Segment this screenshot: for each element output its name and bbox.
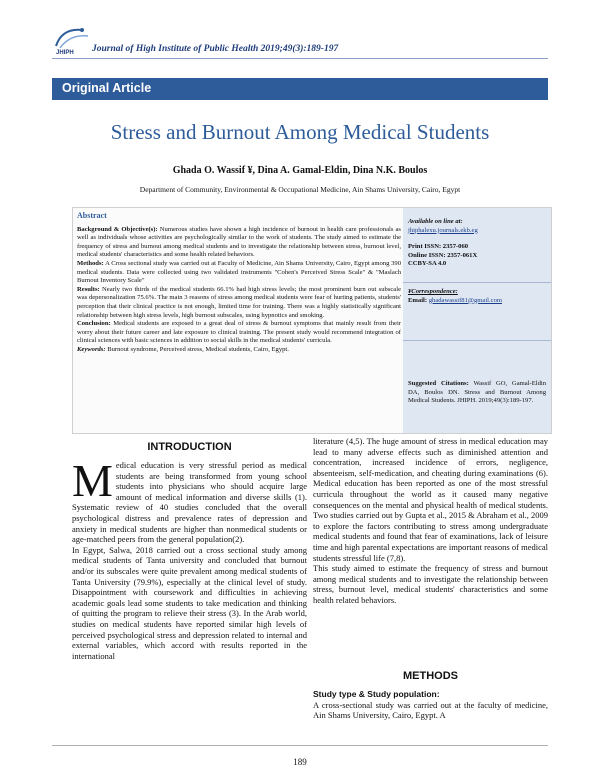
sidebar-divider (403, 282, 551, 283)
background-text: Numerous studies have shown a high incidence of burnout in health care professionals as well as individuals whose activities are psychologically similar to the work of students. The study aimed to estimate the frequency of stress and burnout among medical students and to investigate the relationship between stress, burnout level, medical students' characteristics and some health related behaviors. (77, 225, 402, 259)
intro-paragraph-1 (72, 455, 307, 545)
section-bar (52, 78, 548, 100)
methods-label: Methods: (77, 259, 104, 267)
abstract-conclusion (77, 320, 401, 346)
journal-header: Journal of High Institute of Public Health 2019;49(3):189-197 (92, 44, 339, 54)
background-label: Background & Objective(s): (77, 225, 158, 233)
results-text: Nearly two thirds of the medical students 66.1% had high stress levels; the most prominent burn out subscale was depersonalization 75.6%. The main 3 reasons of stress among medical students were fear of hurting patients, students' perception that their clinical practice is not enough, limited time for training. There was a highly statistically significant relationship between high stress levels, high burnout subscales, using hypnotics and smoking. (77, 285, 401, 319)
email-label: Email: (408, 296, 428, 304)
right-paragraph-2: This study aimed to estimate the frequency of stress and burnout among medical students and to investigate the relationship between stress, burnout level, medical students' characteristics and some health related behaviors. (313, 563, 548, 605)
print-issn: Print ISSN: 2357-060 (408, 243, 469, 251)
abstract-background (77, 226, 401, 260)
email-link[interactable]: ghadawassif81@gmail.com (428, 296, 502, 304)
paper-title: Stress and Burnout Among Medical Students (110, 120, 490, 144)
citation-label: Suggested Citations: (408, 380, 469, 387)
keywords-label: Keywords: (77, 345, 106, 353)
abstract-sidebar (403, 208, 551, 433)
correspondence-block (408, 288, 546, 305)
right-column (313, 436, 548, 606)
right-paragraph-1: literature (4,5). The huge amount of stress in medical education may lead to many adverse effects such as diminished attention and concentration, increased incidence of errors, negligence, absenteeism, self-medication, and cheating during examinations (6). Medical education has been reported as one of the most stressful curricula throughout the world as it caused many negative consequences on the mental and physical health of medical students. Two studies carried out by Gupta et al., 2015 & Abraham et al., 2009 to explore the factors contributing to stress among undergraduate medical students and found that fear of examinations, lack of leisure time and high parental expectations are important reasons of medical students stressful life (7,8). (313, 436, 548, 563)
study-type-heading: Study type & Study population: (313, 689, 440, 699)
page-number: 189 (293, 757, 307, 767)
available-label: Available on line at: (408, 218, 463, 225)
affiliation: Department of Community, Environmental & Occupational Medicine, Ain Shams University, Cairo, Egypt (139, 185, 461, 194)
drop-cap: M (72, 455, 113, 506)
methods-heading: METHODS (403, 670, 458, 682)
abstract-main (77, 212, 401, 355)
sidebar-divider (403, 340, 551, 341)
introduction-heading: INTRODUCTION (147, 441, 232, 453)
availability-block (408, 218, 546, 269)
section-label: Original Article (62, 81, 152, 95)
header-rule (52, 58, 548, 59)
intro-p1-text: edical education is very stressful period as medical students are being transformed from young school students into physicians who should acquire large amount of medical information and diverse skills (1). Systematic review of 40 studies concluded that the overall psychological distress and prevalence rates of depression and anxiety in medical students are higher than nonmedical students or age-matched peers from the general population(2). (72, 460, 307, 545)
methods-text: A Cross sectional study was carried out at Faculty of Medicine, Ain Shams University, Cairo, Egypt among 390 medical students. Data were collected using two validated instruments "Cohen's Perceived Stress Scale" & "Maslach Burnout Inventory Scale" (77, 259, 401, 285)
citation-text: Wassif GO, Gamal-Eldin DA, Boulos DN. Stress and Burnout Among Medical Students. JHIPH. 2019;49(3):189-197. (408, 380, 546, 405)
journal-url-link[interactable]: jhiphalexu.journals.ekb.eg (408, 226, 478, 234)
citation-block (408, 380, 546, 406)
license: CCBY-SA 4.0 (408, 260, 447, 268)
abstract-results (77, 286, 401, 320)
abstract-methods (77, 260, 401, 286)
abstract-keywords (77, 346, 401, 355)
journal-logo-icon (52, 24, 92, 52)
left-column (72, 455, 307, 661)
methods-column (313, 689, 548, 721)
abstract-box (72, 207, 552, 434)
abstract-heading: Abstract (77, 211, 107, 220)
intro-paragraph-2: In Egypt, Salwa, 2018 carried out a cross sectional study among medical students of Tanta university and concluded that burnout and/or its subscales were quite prevalent among medical students of Tanta University (79.9%), especially at the clinical level of study. Disappointment with coursework and difficulties in achieving academic goals lead some students to take medication and thinking of quitting the program to relieve their stress (3). In the Arab world, studies on medical students have reported similar high levels of perceived psychological stress and depression related to internal and external variables, which accord with results reported in the international (72, 544, 307, 661)
footer-rule (52, 745, 548, 746)
conclusion-text: Medical students are exposed to a great deal of stress & burnout symptoms that mainly result from their worry about their future career and late exposure to clinical training. The present study would recommend integration of clinical sciences with basic sciences in addition to social skills in the medical students' curricula. (77, 320, 401, 345)
logo-text: JHIPH (56, 50, 74, 56)
keywords-text: Burnout syndrome, Perceived stress, Medical students, Cairo, Egypt. (105, 345, 289, 353)
results-label: Results: (77, 285, 100, 293)
correspondence-label: ¥Correspondence: (408, 288, 458, 295)
study-type-text: A cross-sectional study was carried out at the faculty of medicine, Ain Shams University, Cairo, Egypt. A (313, 699, 548, 721)
online-issn: Online ISSN: 2357-061X (408, 251, 478, 259)
authors: Ghada O. Wassif ¥, Dina A. Gamal-Eldin, Dina N.K. Boulos (172, 165, 428, 176)
conclusion-label: Conclusion: (77, 320, 111, 328)
